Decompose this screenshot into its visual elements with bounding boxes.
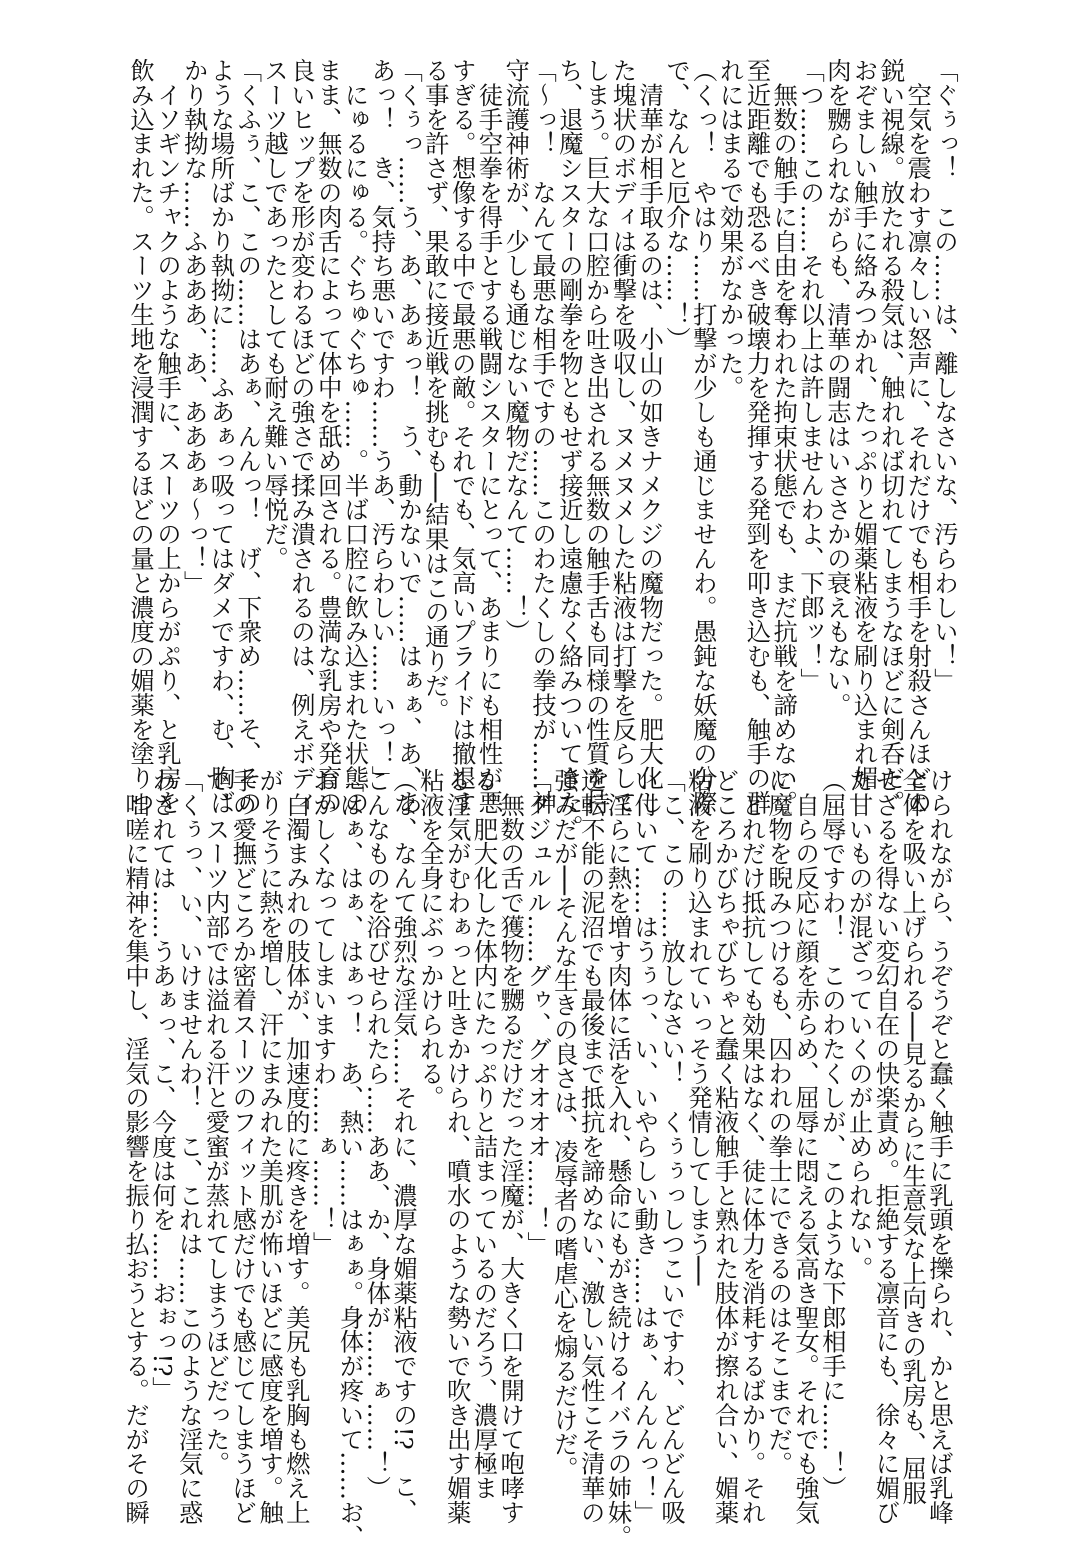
text-column: 「くぅっ……う、あ、あぁっ！ う、動かないで……はぁぁ、あ、あ <box>394 58 424 815</box>
text-column: 空気を震わす凛々しい怒声に、それだけでも相手を射殺さんほどの <box>903 58 933 815</box>
text-column: せざるを得ない変幻自在の快楽責め。拒絶する凛音にも、徐々に媚び <box>871 768 901 1525</box>
text-column: かり執拗な……ふあああ、あ、あああぁ～っ！」 <box>179 58 209 595</box>
text-column: 良いヒップを形が変わるほどの強さで揉み潰されるのは、例えボディ <box>286 58 316 815</box>
text-column: 「つ……この……それ以上は許しませんわよ、下郎ッ！」 <box>796 58 826 693</box>
text-column: 至近距離でも恐るべき破壊力を発揮する発剄を叩き込むも、触手の群 <box>742 58 772 815</box>
text-column: た塊状のボディは衝撃を吸収し、ヌメヌメした粘液は打撃を反らして <box>608 58 638 815</box>
text-column: 咄嗟に精神を集中し、淫気の影響を振り払おうとする。だがその瞬 <box>121 768 151 1525</box>
text-column: （くっ！ やはり……打撃が少しも通じませんわ。愚鈍な妖魔の分際 <box>688 58 718 815</box>
text-column: けられながら、うぞうぞと蠢く触手に乳頭を擽られ、かと思えば乳峰 <box>925 768 954 1525</box>
text-column: た甘いものが混ざっていくのが止められない。 <box>844 768 874 1281</box>
text-column: イソギンチャクのような触手に、スーツの上からがぷり、と乳房を <box>152 58 182 815</box>
text-column: しまう。巨大な口腔から吐き出される無数の触手舌も同様の性質を持 <box>581 58 611 815</box>
text-column: どれだけ抵抗しても効果はなく、徒に体力を消耗するばかり。それ <box>737 768 767 1525</box>
text-column: 自らの反応に顔を赤らめ、屈辱に悶える気高き聖女。それでも強気 <box>791 768 821 1525</box>
text-column: れにはまるで効果がなかった。 <box>715 58 745 400</box>
text-column: い付いて……はうぅっ、い、いやらしい動き……はぁ、んんんっ！」 <box>630 768 660 1525</box>
text-column: 逆転不能の泥沼でも最後まで抵抗を諦めない、激しい気性こそ清華の <box>576 768 606 1525</box>
text-column: ち、退魔シスターの剛拳を物ともせず接近し遠慮なく絡みついてきた。 <box>554 58 584 839</box>
text-column: 淫らに熱を増す肉体に活を入れ、懸命にもがき続けるイバラの姉妹。 <box>603 768 633 1549</box>
text-column: ような場所ばかり執拗に……ふあぁっ吸ってはダメですわ、む、胸ば <box>206 58 236 815</box>
upper-text-block <box>126 58 959 839</box>
text-column: に魔物を睨みつけるも、囚われの拳士にできるのはそこまでだ。 <box>764 768 794 1476</box>
text-column: 粘液を全身にぶっかけられる。 <box>415 768 445 1110</box>
text-column: る。肥大化した体内にたっぷりと詰まっているのだろう、濃厚極ま <box>469 768 499 1500</box>
text-column: すぎる。想像する中で最悪の敵。それでも、気高いプライドは撤退す <box>447 58 477 815</box>
text-column: 無数の触手に自由を奪われた拘束状態でも、まだ抗戦を諦めない。 <box>769 58 799 815</box>
text-column: る淫気がむわぁっと吐きかけられ、噴水のような勢いで吹き出す媚薬 <box>442 768 472 1525</box>
text-column: 「はぁ、はぁ、はぁっ！ あ、熱い……はぁぁ。身体が疼いて……お、 <box>335 768 365 1549</box>
text-column: 飲み込まれた。スーツ生地を浸潤するほどの量と濃度の媚薬を塗りつ <box>126 58 156 815</box>
text-column: 「くぅっ、い、いけませんわ！ こ、これは……このような淫気に惑 <box>174 768 204 1525</box>
text-column: がりそうに熱を増し、汗にまみれた美肌が怖いほどに感度を増す。触 <box>255 768 285 1525</box>
text-column: 「～っ！ なんて最悪な相手ですの……このわたくしの拳技が……神 <box>528 58 558 815</box>
text-column: 清華が相手取るのは、小山の如きナメクジの魔物だった。肥大化し <box>635 58 665 815</box>
text-column: こんなものを浴びせられたら……ああ、か、身体が……ぁ……！） <box>362 768 392 1500</box>
lower-text-block <box>121 768 954 1549</box>
text-column: 強みだが──そんな生きの良さは、凌辱者の嗜虐心を煽るだけだ。 <box>549 768 579 1481</box>
text-column: 白濁まみれの肢体が、加速度的に疼きを増す。美尻も乳胸も燃え上 <box>281 768 311 1525</box>
text-column: で、なんと厄介な……！） <box>662 58 692 351</box>
text-column: 鋭い視線。放たれる殺気は、触れれば切れてしまうなほどに剣呑だ。 <box>876 58 906 815</box>
text-column: で、スーツ内部では溢れる汗と愛蜜が蒸れてしまうほどだった。 <box>201 768 231 1476</box>
text-column: 徒手空拳を得手とする戦闘シスターにとって、あまりにも相性が悪 <box>474 58 504 815</box>
text-column: 無数の舌で獲物を嬲るだけだった淫魔が、大きく口を開けて咆哮す <box>496 768 526 1525</box>
text-column: 「こ、この……放しなさい！ くぅぅっしつこいですわ、どんどん吸 <box>657 768 687 1525</box>
text-column: 「ぐぅっ！ この……は、離しなさいな、汚らわしい！」 <box>930 58 959 693</box>
text-column: 「グジュルル……グゥ、グオオオオ……！」 <box>523 768 553 1256</box>
text-column: あっ！ き、気持ち悪いですわ……うあ、汚らわしい……いっ！」 <box>367 58 397 790</box>
text-column: おぞましい触手に絡みつかれ、たっぷりと媚薬粘液を刷り込まれ媚 <box>849 58 879 790</box>
text-column: どころかびちゃびちゃと蠢く粘液触手と熟れた肢体が擦れ合い、媚薬 <box>710 768 740 1525</box>
text-column: わされては……うあぁっ、こ、今度は何を……おぉっ!?」 <box>147 768 177 1401</box>
text-column: 全体を吸い上げられる──見るからに生意気な上向きの乳房も、屈服 <box>898 768 928 1505</box>
text-column: （屈辱ですわ！ このわたくしが、このような下郎相手に……！） <box>817 768 847 1500</box>
text-column: 守流護神術が、少しも通じない魔物だなんて……！） <box>501 58 531 644</box>
text-column: 粘液を刷り込まれていっそう発情してしまう── <box>683 768 713 1286</box>
text-column: まま、無数の肉舌によって体中を舐め回される。豊満な乳房や発育の <box>313 58 343 815</box>
text-column: 肉を嬲られながらも、清華の闘志はいささかの衰えもない。 <box>822 58 852 717</box>
text-column: （な、なんて強烈な淫気……それに、濃厚な媚薬粘液ですの!? こ、 <box>389 768 419 1523</box>
text-column: 手の愛撫どころか密着スーツのフィット感だけでも感じてしまうほど <box>228 768 258 1525</box>
text-column: 「くふぅ、こ、この……はあぁ、んんっ！ げ、下衆め……そ、その <box>233 58 263 815</box>
text-column: にゅるにゅる。ぐちゅぐちゅ……。半ば口腔に飲み込まれた状態の <box>340 58 370 815</box>
text-column: スーツ越しであったとしても耐え難い辱悦だ。 <box>260 58 290 571</box>
text-column: おかしくなってしまいますわ……ぁ……！」 <box>308 768 338 1256</box>
text-column: る事を許さず、果敢に接近戦を挑むも──結果はこの通りだ。 <box>420 58 450 722</box>
